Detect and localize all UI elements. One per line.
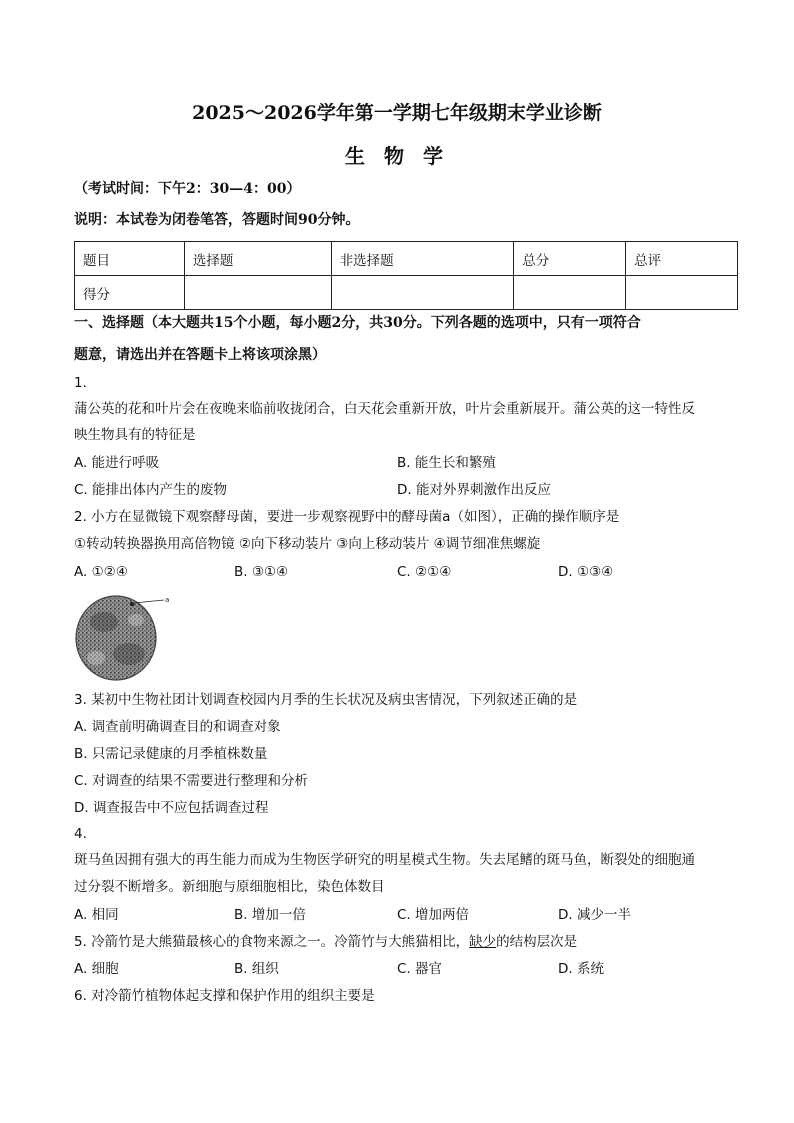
score-input-cell[interactable]	[331, 276, 514, 310]
score-table-header-row	[75, 242, 738, 276]
exam-title: 2025～2026学年第一学期七年级期末学业诊断	[192, 102, 602, 124]
table-cell: 总评	[626, 242, 738, 276]
q5-option-d: D. 系统	[558, 961, 604, 977]
section-heading-line1: 一、选择题（本大题共15个小题，每小题2分，共30分。下列各题的选项中，只有一项符合	[74, 315, 641, 331]
q2-option-b: B. ③①④	[234, 564, 289, 580]
score-table-score-row	[75, 276, 738, 310]
q1-stem-line2: 映生物具有的特征是	[74, 427, 196, 443]
q2-option-c: C. ②①④	[397, 564, 452, 580]
q3-option-b: B. 只需记录健康的月季植株数量	[74, 746, 268, 762]
q1-option-d: D. 能对外界刺激作出反应	[397, 482, 551, 498]
q4-stem-line1: 斑马鱼因拥有强大的再生能力而成为生物医学研究的明星模式生物。失去尾鳍的斑马鱼，断裂处的细胞通	[74, 852, 695, 868]
q5-stem-after: 的结构层次是	[496, 934, 578, 950]
table-cell: 选择题	[184, 242, 331, 276]
table-cell: 得分	[75, 276, 185, 310]
table-cell: 非选择题	[331, 242, 514, 276]
q5-stem-before: 5. 冷箭竹是大熊猫最核心的食物来源之一。冷箭竹与大熊猫相比，	[74, 934, 470, 950]
subject-title: 生 物 学	[345, 144, 449, 168]
yeast-cell-a	[130, 602, 134, 606]
exam-note: 说明：本试卷为闭卷笔答，答题时间90分钟。	[74, 212, 360, 228]
q6-stem: 6. 对冷箭竹植物体起支撑和保护作用的组织主要是	[74, 988, 375, 1004]
q3-stem: 3. 某初中生物社团计划调查校园内月季的生长状况及病虫害情况，下列叙述正确的是	[74, 692, 578, 708]
score-input-cell[interactable]	[184, 276, 331, 310]
score-input-cell[interactable]	[626, 276, 738, 310]
q5-stem	[74, 933, 577, 951]
q4-option-c: C. 增加两倍	[397, 907, 470, 923]
table-cell: 题目	[75, 242, 185, 276]
q2-stem-line2: ①转动转换器换用高倍物镜 ②向下移动装片 ③向上移动装片 ④调节细准焦螺旋	[74, 536, 541, 552]
q4-stem-line2: 过分裂不断增多。新细胞与原细胞相比，染色体数目	[74, 879, 385, 895]
q2-stem-line1: 2. 小方在显微镜下观察酵母菌，要进一步观察视野中的酵母菌a（如图），正确的操作顺序是	[74, 509, 620, 525]
q1-number: 1.	[74, 375, 87, 391]
q5-option-b: B. 组织	[234, 961, 279, 977]
table-cell: 总分	[514, 242, 626, 276]
q5-option-c: C. 器官	[397, 961, 443, 977]
section-heading-line2: 题意，请选出并在答题卡上将该项涂黑）	[74, 347, 326, 363]
q5-stem-underlined: 缺少	[469, 934, 497, 950]
score-table	[74, 241, 738, 310]
q5-option-a: A. 细胞	[74, 961, 119, 977]
q3-option-d: D. 调查报告中不应包括调查过程	[74, 800, 269, 816]
q3-option-a: A. 调查前明确调查目的和调查对象	[74, 719, 281, 735]
q3-option-c: C. 对调查的结果不需要进行整理和分析	[74, 773, 309, 789]
q1-stem-line1: 蒲公英的花和叶片会在夜晚来临前收拢闭合，白天花会重新开放，叶片会重新展开。蒲公英的这一特性反	[74, 401, 695, 417]
pointer-line	[134, 600, 164, 603]
q2-option-d: D. ①③④	[558, 564, 614, 580]
q4-number: 4.	[74, 826, 87, 842]
figure-label-a: a	[165, 596, 170, 604]
exam-time: （考试时间：下午2：30—4：00）	[74, 181, 301, 197]
q4-option-a: A. 相同	[74, 907, 119, 923]
q4-option-d: D. 减少一半	[558, 907, 631, 923]
q1-option-c: C. 能排出体内产生的废物	[74, 482, 228, 498]
microscope-view-figure	[74, 592, 172, 682]
q4-option-b: B. 增加一倍	[234, 907, 306, 923]
q1-option-b: B. 能生长和繁殖	[397, 455, 496, 471]
q1-option-a: A. 能进行呼吸	[74, 455, 160, 471]
score-input-cell[interactable]	[514, 276, 626, 310]
q2-option-a: A. ①②④	[74, 564, 128, 580]
